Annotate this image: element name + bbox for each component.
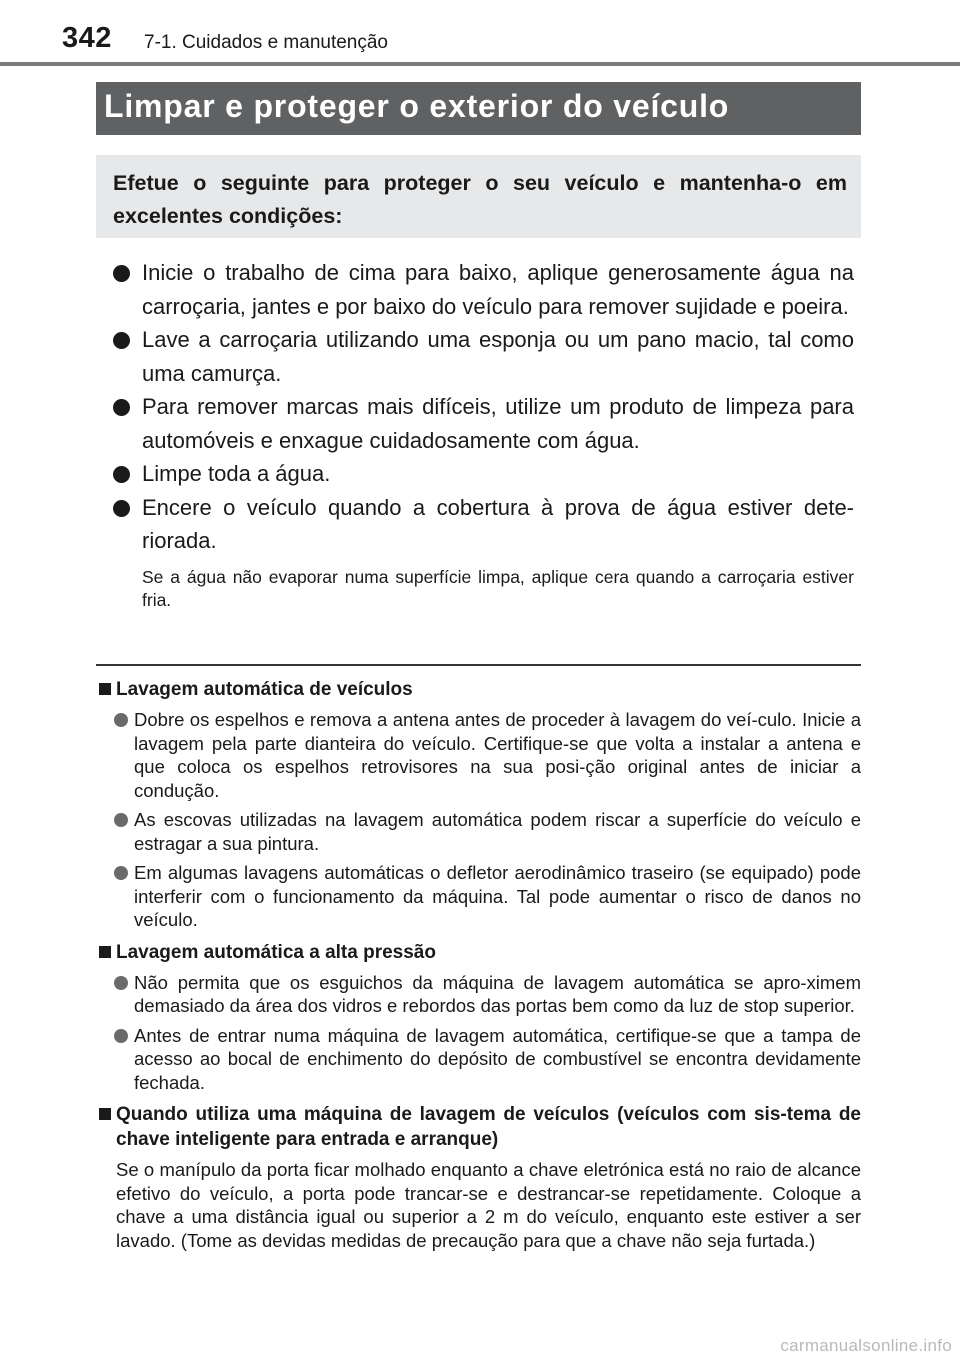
section-heading-text: Lavagem automática de veículos <box>116 679 413 700</box>
page-number: 342 <box>62 22 112 54</box>
section-divider <box>96 664 861 666</box>
bullet-icon <box>114 813 128 827</box>
intro-text: Efetue o seguinte para proteger o seu veículo e mantenha-o em excelentes condições: <box>113 171 847 228</box>
bullet-icon <box>113 265 130 282</box>
bullet-icon <box>113 466 130 483</box>
square-bullet-icon <box>99 946 111 958</box>
step-text: Inicie o trabalho de cima para baixo, aplique generosamente água na carroçaria, jantes e por baixo do veículo para remover sujidade e poeira. <box>142 260 854 319</box>
list-item <box>96 1024 861 1095</box>
list-item-text: As escovas utilizadas na lavagem automática podem riscar a superfície do veículo e estragar a sua pintura. <box>134 809 861 854</box>
list-item-text: Não permita que os esguichos da máquina de lavagem automática se apro-ximem demasiado da área dos vidros e rebordos das portas bem como da luz de stop superior. <box>134 971 861 1016</box>
list-item <box>96 708 861 802</box>
bullet-icon <box>114 866 128 880</box>
bullet-icon <box>114 1029 128 1043</box>
section-heading-text: Lavagem automática a alta pressão <box>116 941 436 963</box>
bullet-icon <box>114 976 128 990</box>
section-reference: 7-1. Cuidados e manutenção <box>144 32 388 53</box>
bullet-icon <box>113 500 130 517</box>
section-heading-text: Quando utiliza uma máquina de lavagem de veículos (veículos com sis-tema de chave inteligente para entrada e arranque) <box>116 1104 861 1150</box>
step-text: Limpe toda a água. <box>142 461 331 486</box>
square-bullet-icon <box>99 683 111 695</box>
list-item-text: Dobre os espelhos e remova a antena antes de proceder à lavagem do veí-culo. Inicie a lavagem pela parte dianteira do veículo. Certifique-se que volta a instalar a antena e que coloca os espelhos retrovisores na sua posi-ção original antes de iniciar a condução. <box>134 709 861 801</box>
step-item <box>96 457 854 491</box>
header-rule <box>0 62 960 66</box>
list-item-text: Em algumas lavagens automáticas o defletor aerodinâmico traseiro (se equipado) pode interferir com o funcionamento da máquina. Tal pode aumentar o risco de danos no veículo. <box>134 862 861 930</box>
step-item <box>96 256 854 323</box>
step-item <box>96 491 854 558</box>
step-text: Encere o veículo quando a cobertura à prova de água estiver dete-riorada. <box>142 494 854 553</box>
list-item-text: Antes de entrar numa máquina de lavagem automática, certifique-se que a tampa de acesso ao bocal de enchimento do depósito de combustível se encontra devidamente fechada. <box>134 1024 861 1093</box>
watermark: carmanualsonline.info <box>780 1336 952 1355</box>
bullet-icon <box>113 399 130 416</box>
steps-note: Se a água não evaporar numa superfície limpa, aplique cera quando a carroçaria estiver fria. <box>142 566 854 610</box>
smart-key-paragraph: Se o manípulo da porta ficar molhado enquanto a chave eletrónica está no raio de alcance efetivo do veículo, a porta pode trancar-se e destrancar-se repetidamente. Coloque a chave a uma distância igual ou superior a 2 m do veículo, enquanto este estiver a ser lavado. (Tome as devidas medidas de precaução para que a chave não seja furtada.) <box>116 1159 861 1251</box>
step-text: Lave a carroçaria utilizando uma esponja ou um pano macio, tal como uma camurça. <box>142 327 854 386</box>
page-header <box>62 22 960 62</box>
section-heading-smart-key <box>96 1102 861 1152</box>
square-bullet-icon <box>99 1108 111 1120</box>
list-item <box>96 861 861 932</box>
step-item <box>96 323 854 390</box>
list-item <box>96 971 861 1018</box>
bullet-icon <box>113 332 130 349</box>
section-heading-high-pressure <box>96 940 861 965</box>
bullet-icon <box>114 713 128 727</box>
page-title: Limpar e proteger o exterior do veículo <box>104 88 730 124</box>
section-heading-auto-wash <box>96 677 861 702</box>
title-bar <box>96 82 861 135</box>
step-item <box>96 390 854 457</box>
notes-sections <box>96 677 861 1252</box>
step-text: Para remover marcas mais difíceis, utilize um produto de limpeza para automóveis e enxague cuidadosamente com água. <box>142 394 854 453</box>
intro-box <box>96 155 861 238</box>
list-item <box>96 808 861 855</box>
cleaning-steps <box>96 256 854 612</box>
